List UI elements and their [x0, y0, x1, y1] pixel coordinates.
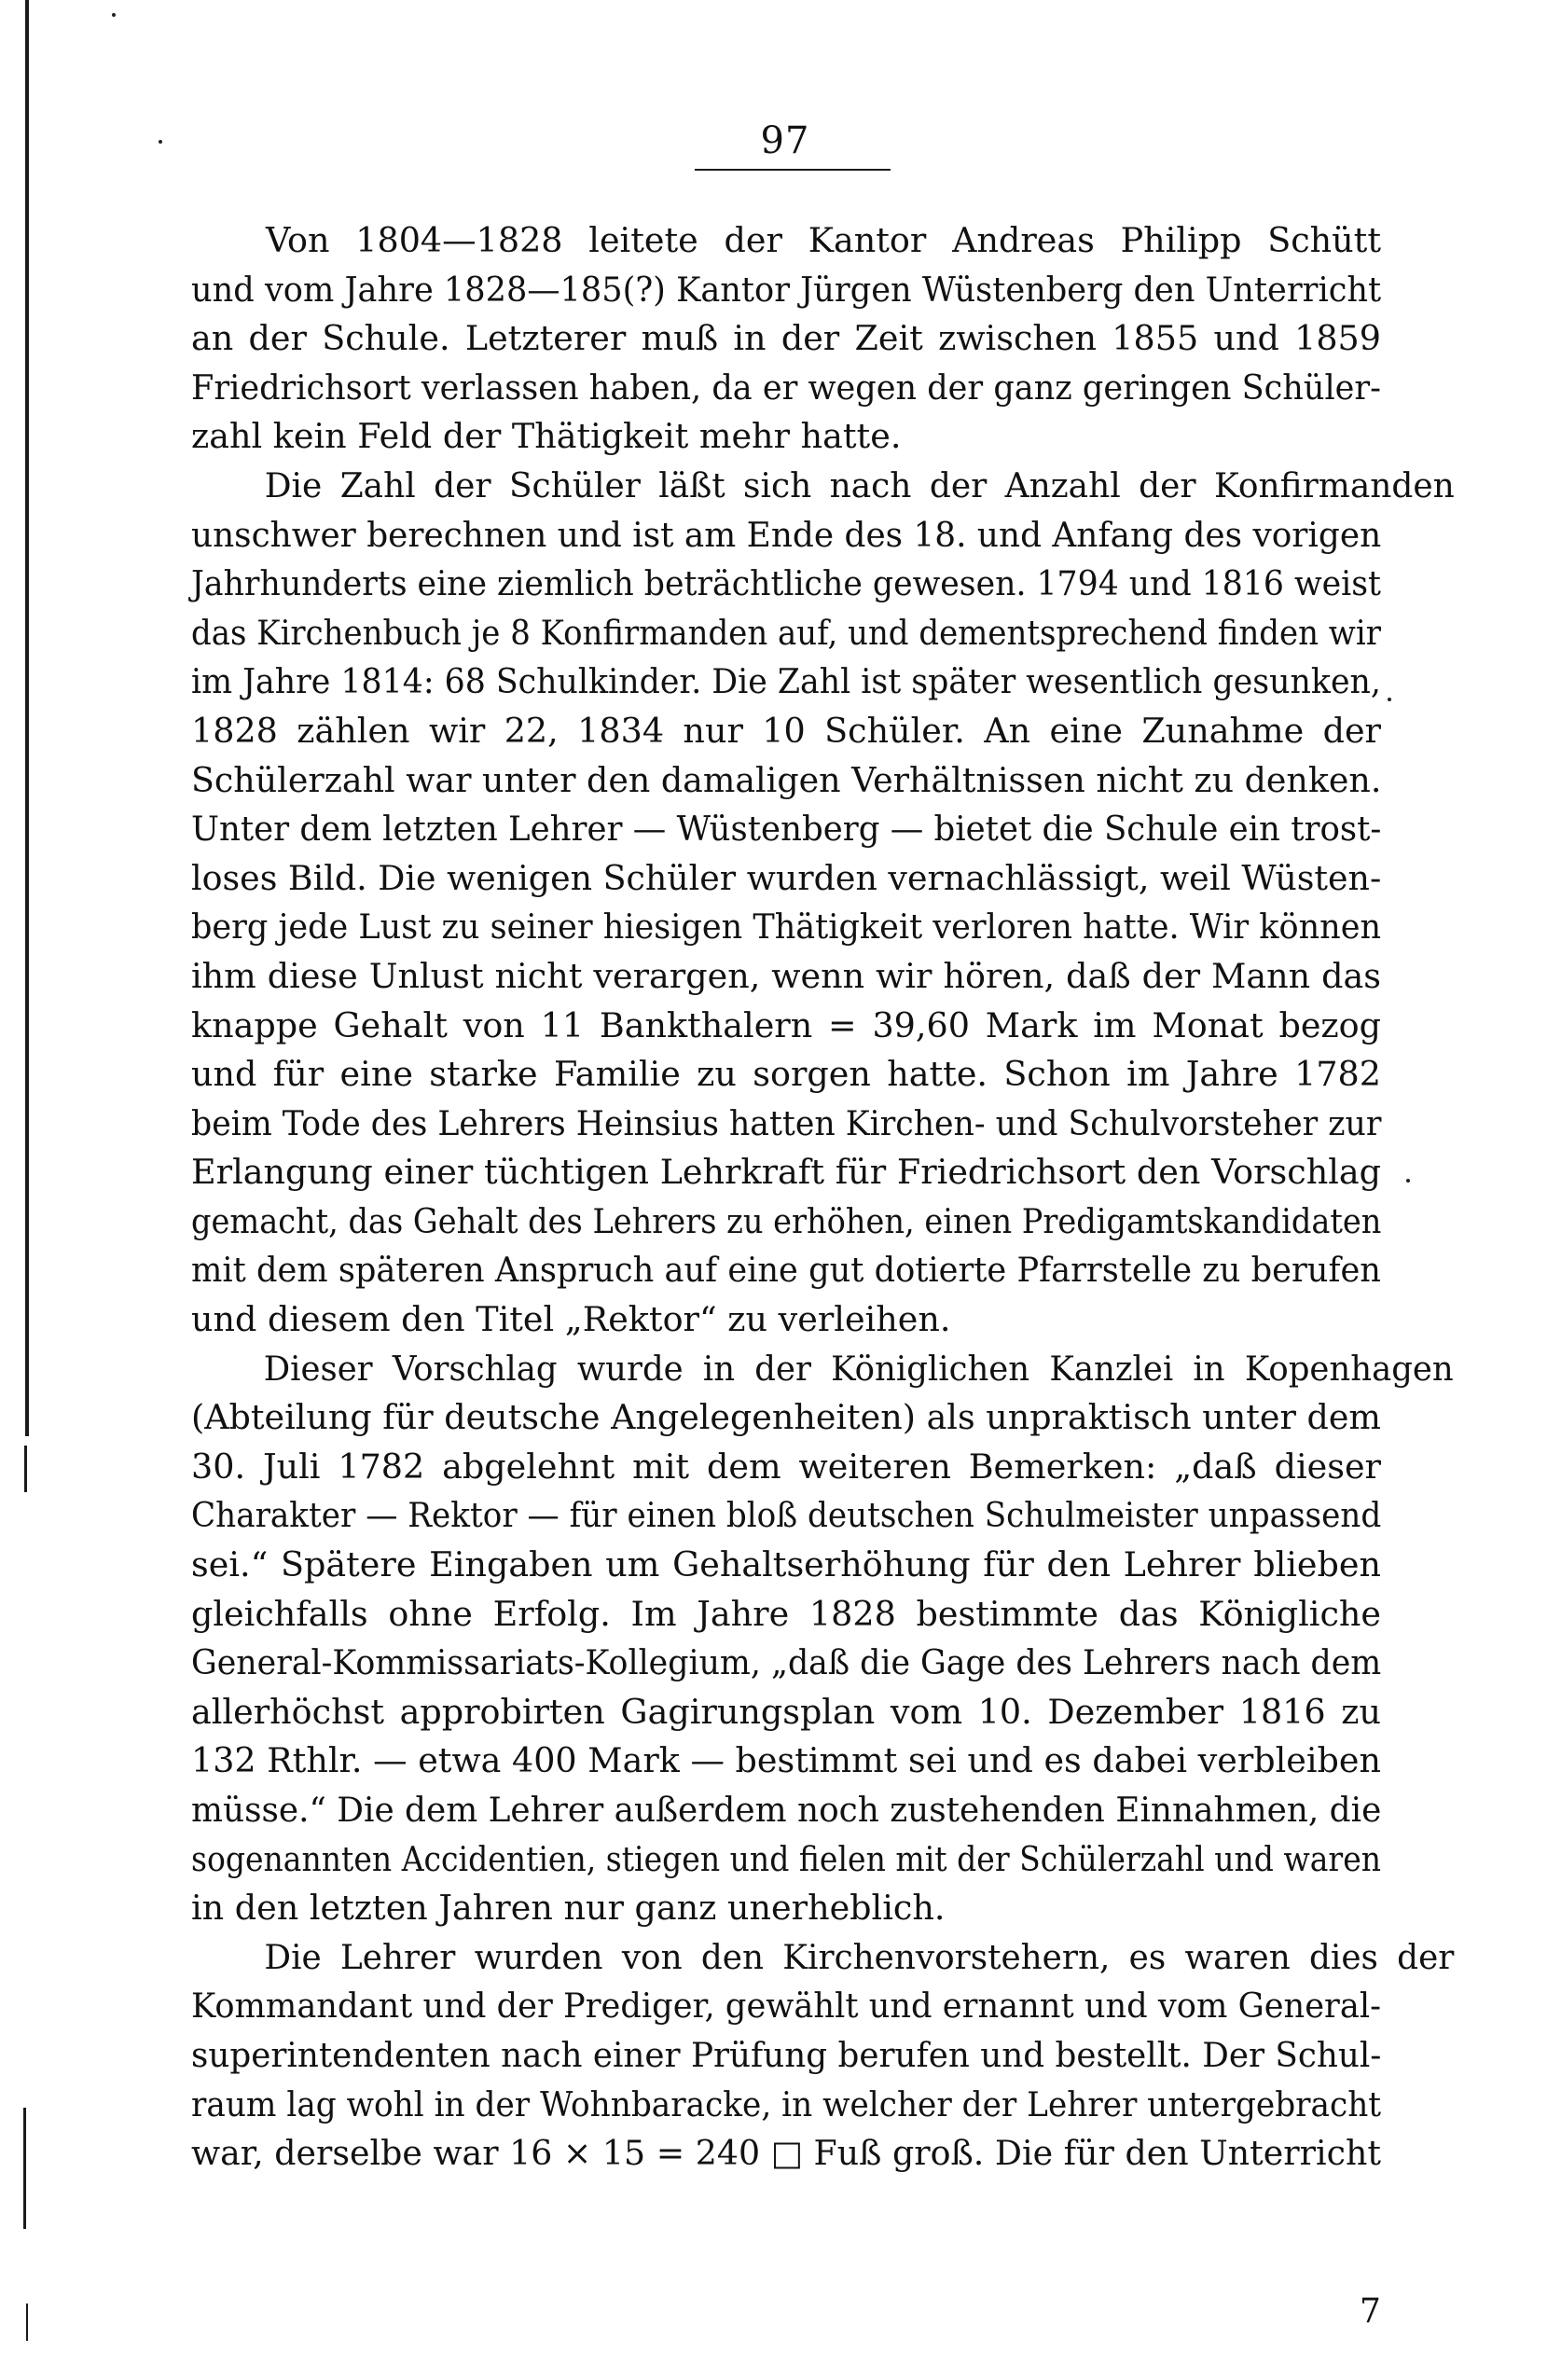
text-line: Die Lehrer wurden von den Kirchenvorstehern, es waren dies der [264, 1936, 1455, 1977]
text-line: 30. Juli 1782 abgelehnt mit dem weiteren Bemerken: „daß dieser [191, 1446, 1381, 1487]
text-line: Von 1804—1828 leitete der Kantor Andreas Philipp Schütt [266, 220, 1381, 260]
text-line: Dieser Vorschlag wurde in der Königlichen Kanzlei in Kopenhagen [263, 1348, 1454, 1389]
paragraph-2 [191, 462, 1455, 1345]
text-line: und diesem den Titel „Rektor“ zu verleihen. [191, 1299, 951, 1340]
scan-margin-line [25, 0, 29, 1436]
text-line: gemacht, das Gehalt des Lehrers zu erhöhen, einen Predigamtskandidaten [191, 1200, 1382, 1241]
text-line: allerhöchst approbirten Gagirungsplan vom 10. Dezember 1816 zu [191, 1691, 1381, 1732]
text-line: im Jahre 1814: 68 Schulkinder. Die Zahl ist später wesentlich gesunken, [191, 661, 1381, 702]
text-line: loses Bild. Die wenigen Schüler wurden vernachlässigt, weil Wüsten- [191, 857, 1382, 898]
text-line: 1828 zählen wir 22, 1834 nur 10 Schüler. An eine Zunahme der [191, 710, 1381, 751]
scan-margin-mark [26, 2304, 28, 2341]
signature-mark: 7 [1360, 2292, 1381, 2331]
text-line: Kommandant und der Prediger, gewählt und ernannt und vom General- [191, 1986, 1382, 2027]
scan-speck [112, 13, 116, 17]
text-line: zahl kein Feld der Thätigkeit mehr hatte. [191, 416, 902, 457]
page-number: 97 [760, 119, 810, 162]
paragraph-4 [191, 1933, 1455, 2179]
header-rule [695, 169, 891, 171]
text-line: superintendenten nach einer Prüfung berufen und bestellt. Der Schul- [191, 2034, 1382, 2075]
text-line: gleichfalls ohne Erfolg. Im Jahre 1828 bestimmte das Königliche [191, 1593, 1381, 1634]
text-line: das Kirchenbuch je 8 Konfirmanden auf, und dementsprechend finden wir [191, 612, 1381, 653]
text-line: Jahrhunderts eine ziemlich beträchtliche gewesen. 1794 und 1816 weist [191, 563, 1381, 604]
scan-speck [1406, 1179, 1410, 1183]
scan-margin-line-fragment [24, 1446, 27, 1492]
text-line: General-Kommissariats-Kollegium, „daß die Gage des Lehrers nach dem [191, 1642, 1382, 1683]
text-line: Schülerzahl war unter den damaligen Verhältnissen nicht zu denken. [191, 759, 1382, 800]
text-line: in den letzten Jahren nur ganz unerheblich. [191, 1888, 946, 1929]
text-line: berg jede Lust zu seiner hiesigen Thätigkeit verloren hatte. Wir können [191, 906, 1382, 948]
text-line: beim Tode des Lehrers Heinsius hatten Kirchen- und Schulvorsteher zur [191, 1102, 1382, 1143]
text-line: Unter dem letzten Lehrer — Wüstenberg — bietet die Schule ein trost- [191, 809, 1382, 850]
paragraph-3 [191, 1345, 1454, 1933]
text-line: 132 Rthlr. — etwa 400 Mark — bestimmt sei und es dabei verbleiben [191, 1740, 1381, 1781]
text-line: (Abteilung für deutsche Angelegenheiten) als unpraktisch unter dem [191, 1397, 1381, 1438]
scan-margin-line-lower [23, 2108, 26, 2229]
paragraph-1 [191, 216, 1381, 462]
text-line: Die Zahl der Schüler läßt sich nach der Anzahl der Konfirmanden [264, 464, 1455, 505]
text-line: Erlangung einer tüchtigen Lehrkraft für Friedrichsort den Vorschlag [191, 1152, 1381, 1193]
text-line: Charakter — Rektor — für einen bloß deutschen Schulmeister unpassend [191, 1495, 1382, 1536]
text-line: raum lag wohl in der Wohnbaracke, in welcher der Lehrer untergebracht [191, 2083, 1382, 2124]
text-line: und vom Jahre 1828—185(?) Kantor Jürgen Wüstenberg den Unterricht [191, 269, 1382, 310]
scan-speck [1388, 698, 1391, 701]
text-line: und für eine starke Familie zu sorgen hatte. Schon im Jahre 1782 [191, 1054, 1381, 1095]
text-line: an der Schule. Letzterer muß in der Zeit zwischen 1855 und 1859 [191, 318, 1381, 359]
text-line: ihm diese Unlust nicht verargen, wenn wir hören, daß der Mann das [191, 955, 1381, 996]
text-line: unschwer berechnen und ist am Ende des 18. und Anfang des vorigen [191, 514, 1382, 555]
text-line: knappe Gehalt von 11 Bankthalern = 39,60 Mark im Monat bezog [191, 1004, 1381, 1045]
text-line: war, derselbe war 16 × 15 = 240 □ Fuß groß. Die für den Unterricht [191, 2133, 1381, 2174]
text-line: sei.“ Spätere Eingaben um Gehaltserhöhung für den Lehrer blieben [191, 1544, 1381, 1585]
text-line: Friedrichsort verlassen haben, da er wegen der ganz geringen Schüler- [191, 367, 1382, 408]
text-line: müsse.“ Die dem Lehrer außerdem noch zustehenden Einnahmen, die [191, 1790, 1382, 1830]
text-line: mit dem späteren Anspruch auf eine gut dotierte Pfarrstelle zu berufen [191, 1250, 1381, 1291]
text-line: sogenannten Accidentien, stiegen und fielen mit der Schülerzahl und waren [191, 1838, 1382, 1879]
body-text [191, 216, 1455, 2179]
